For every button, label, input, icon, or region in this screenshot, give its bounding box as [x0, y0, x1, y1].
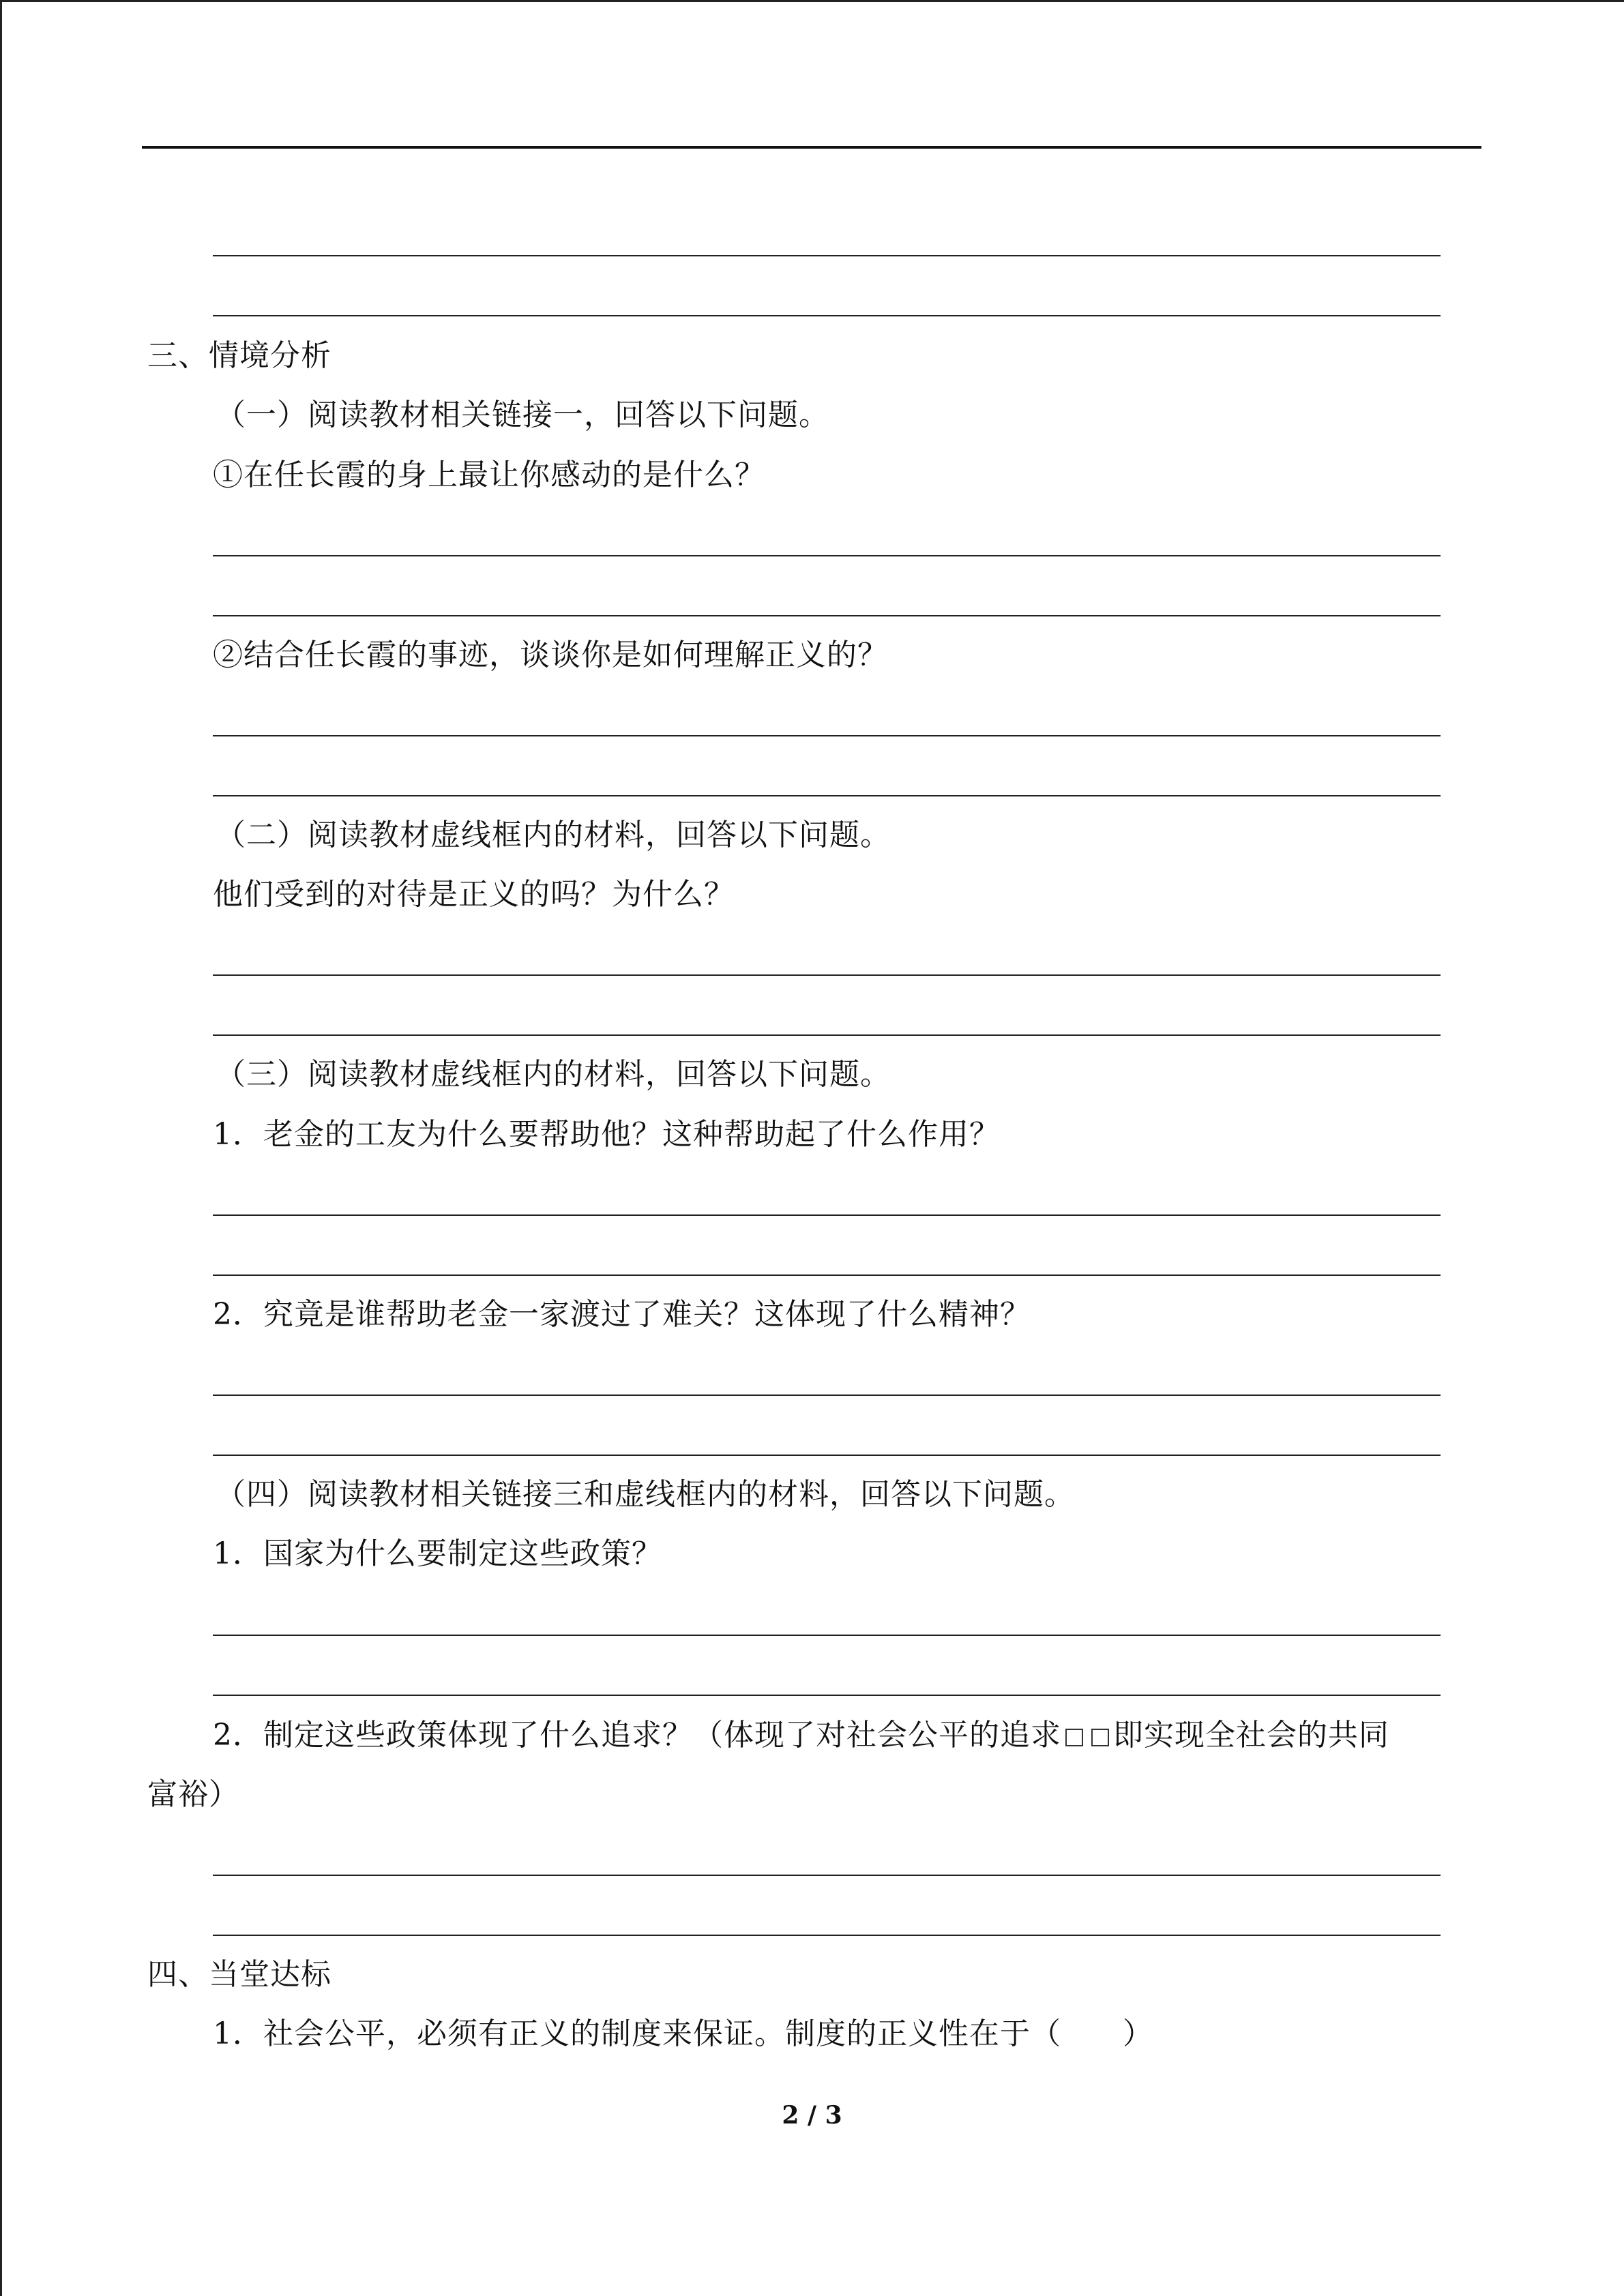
answer-line[interactable] [213, 1274, 1441, 1276]
answer-line[interactable] [213, 1935, 1441, 1936]
part3-question-2: 2．究竟是谁帮助老金一家渡过了难关？这体现了什么精神？ [213, 1297, 1031, 1332]
part3-question-1: 1．老金的工友为什么要帮助他？这种帮助起了什么作用？ [213, 1117, 1000, 1152]
answer-line[interactable] [213, 1034, 1441, 1036]
answer-line[interactable] [213, 795, 1441, 796]
part4-question-2-text-cont: 即实现全社会的共同 [1113, 1718, 1389, 1753]
part1-question-2: ②结合任长霞的事迹，谈谈你是如何理解正义的？ [213, 638, 888, 672]
unknown-char-box-icon [1065, 1729, 1083, 1746]
answer-line[interactable] [213, 1395, 1441, 1396]
answer-line [213, 315, 1441, 316]
section-heading-situation: 三、情境分析 [147, 338, 331, 373]
part1-intro: （一）阅读教材相关链接一，回答以下问题。 [216, 398, 829, 432]
unknown-char-box-icon [1091, 1729, 1109, 1746]
answer-line[interactable] [213, 1214, 1441, 1216]
part4-intro: （四）阅读教材相关链接三和虚线框内的材料，回答以下问题。 [216, 1477, 1075, 1512]
part4-question-2 [213, 1716, 1389, 1755]
part3-intro: （三）阅读教材虚线框内的材料，回答以下问题。 [216, 1057, 891, 1092]
answer-line[interactable] [213, 735, 1441, 736]
part2-intro: （二）阅读教材虚线框内的材料，回答以下问题。 [216, 818, 891, 852]
answer-line[interactable] [213, 555, 1441, 556]
answer-line[interactable] [213, 1635, 1441, 1636]
answer-line[interactable] [213, 615, 1441, 616]
answer-line[interactable] [213, 1455, 1441, 1456]
answer-line [213, 255, 1441, 256]
part2-question-1: 他们受到的对待是正义的吗？为什么？ [213, 877, 735, 912]
practice-question-1: 1．社会公平，必须有正义的制度来保证。制度的正义性在于（ ） [213, 2016, 1153, 2051]
answer-line[interactable] [213, 1695, 1441, 1696]
part1-question-1: ①在任长霞的身上最让你感动的是什么？ [213, 458, 765, 492]
header-rule [142, 146, 1481, 149]
part4-question-1: 1．国家为什么要制定这些政策？ [213, 1536, 662, 1571]
answer-line[interactable] [213, 974, 1441, 976]
part4-question-2-wrap: 富裕） [147, 1777, 239, 1812]
answer-line[interactable] [213, 1875, 1441, 1876]
section-heading-practice: 四、当堂达标 [147, 1957, 331, 1992]
part4-question-2-text: 2．制定这些政策体现了什么追求？（体现了对社会公平的追求 [213, 1718, 1061, 1753]
page-number: 2 / 3 [782, 2101, 842, 2130]
